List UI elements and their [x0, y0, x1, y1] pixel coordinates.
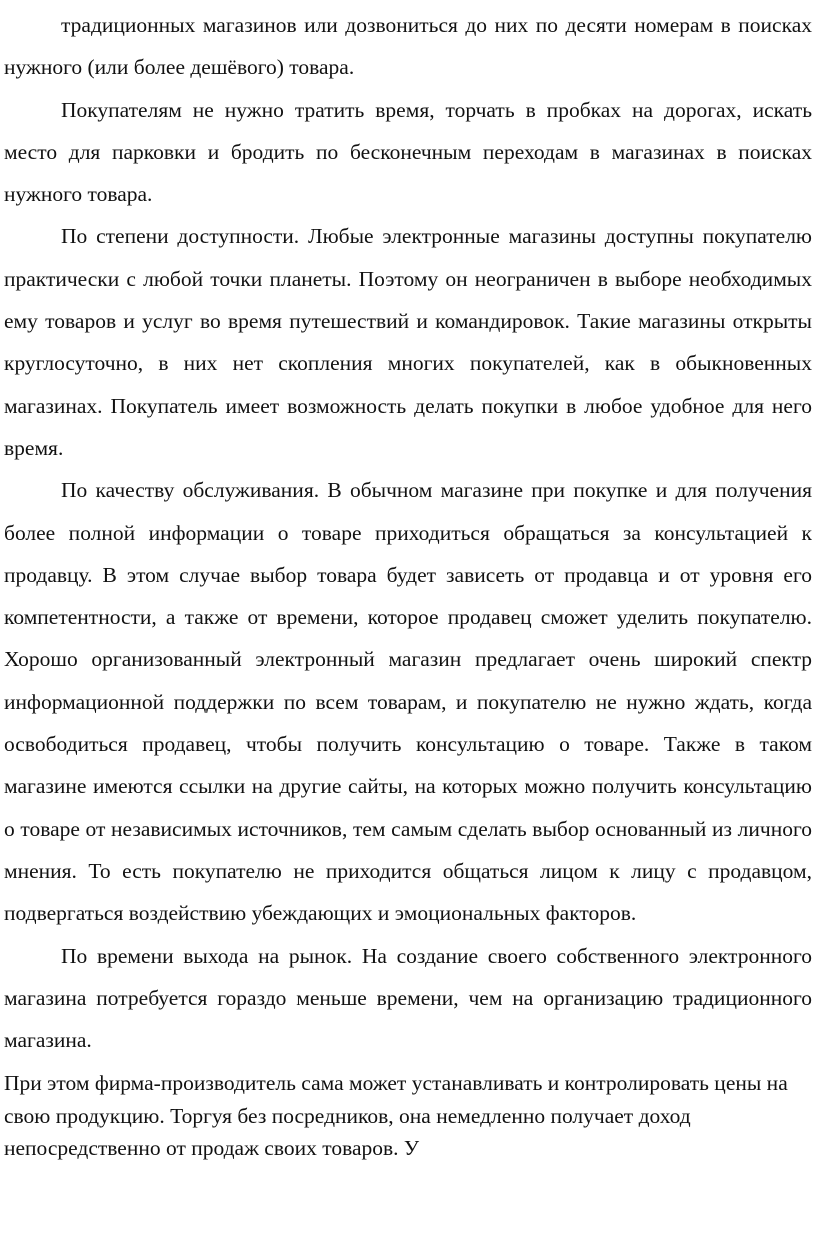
- paragraph-buyers-time: Покупателям не нужно тратить время, торчать в пробках на дорогах, искать место для парковки и бродить по бесконечным переходам в магазинах в поисках нужного товара.: [4, 97, 812, 207]
- paragraph-pricing: При этом фирма-производитель сама может устанавливать и контролировать цены на свою продукцию. Торгуя без посредников, она немедленно получает доход непосредственно от продаж своих товаров. У: [4, 1071, 788, 1161]
- paragraph-service-quality: По качеству обслуживания. В обычном магазине при покупке и для получения более полной информации о товаре приходиться обращаться за консультацией к продавцу. В этом случае выбор товара будет зависеть от продавца и от уровня его компетентности, а также от времени, которое продавец сможет уделить покупателю. Хорошо организованный электронный магазин предлагает очень широкий спектр информационной поддержки по всем товарам, и покупателю не нужно ждать, когда освободиться продавец, чтобы получить консультацию о товаре. Также в таком магазине имеются ссылки на другие сайты, на которых можно получить консультацию о товаре от независимых источников, тем самым сделать выбор основанный из личного мнения. То есть покупателю не приходится общаться лицом к лицу с продавцом, подвергаться воздействию убеждающих и эмоциональных факторов.: [4, 478, 812, 926]
- paragraph-time-to-market: По времени выхода на рынок. На создание своего собственного электронного магазина потребуется гораздо меньше времени, чем на организацию традиционного магазина.: [4, 943, 812, 1053]
- paragraph-accessibility: По степени доступности. Любые электронные магазины доступны покупателю практически с любой точки планеты. Поэтому он неограничен в выборе необходимых ему товаров и услуг во время путешествий и командировок. Такие магазины открыты круглосуточно, в них нет скопления многих покупателей, как в обыкновенных магазинах. Покупатель имеет возможность делать покупки в любое удобное для него время.: [4, 224, 812, 460]
- paragraph-continuation: традиционных магазинов или дозвониться до них по десяти номерам в поисках нужного (или более дешёвого) товара.: [4, 13, 812, 80]
